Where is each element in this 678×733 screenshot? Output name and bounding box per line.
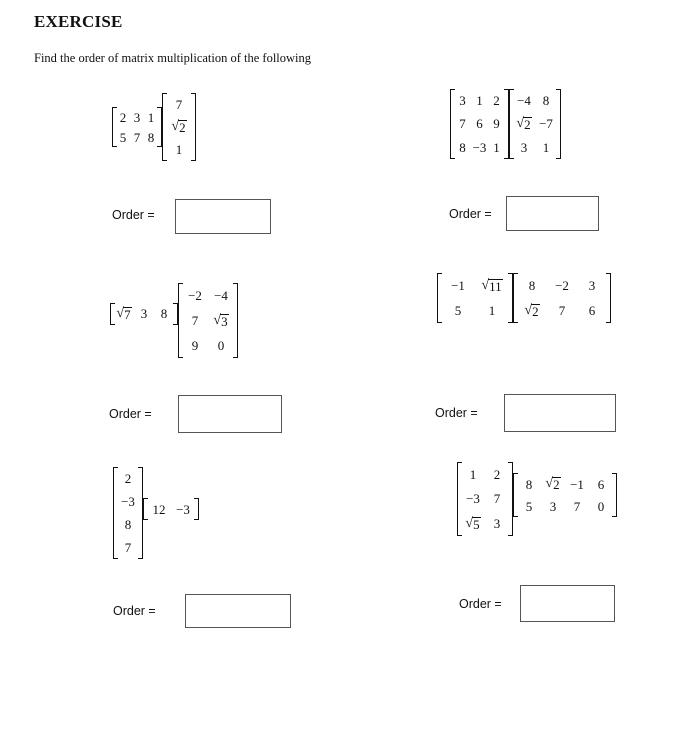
matrix-cell: √ 2: [524, 302, 539, 319]
matrix-cell: 3: [588, 278, 596, 293]
matrix-cell: 6: [597, 476, 605, 492]
problem-3-answer-box[interactable]: [178, 395, 282, 433]
matrix-cell: 9: [191, 338, 199, 353]
exercise-heading: EXERCISE: [34, 12, 123, 31]
problem-5-expression: [113, 467, 199, 559]
problem-1-order-label: Order =: [112, 208, 155, 222]
problem-4-answer-box[interactable]: [504, 394, 616, 432]
matrix-left: [113, 467, 143, 559]
matrix-left: [110, 303, 178, 325]
matrix-cell: 7: [493, 491, 501, 507]
instruction-text: Find the order of matrix multiplication of the following: [34, 51, 312, 65]
matrix-left: [437, 273, 513, 323]
matrix-cell: 1: [476, 93, 483, 109]
matrix-cell: 7: [191, 313, 199, 328]
matrix-cell: −1: [451, 278, 465, 293]
matrix-cell: 3: [493, 516, 501, 532]
matrix-cell: −3: [466, 491, 480, 507]
matrix-left: [450, 89, 509, 159]
matrix-cell: 9: [493, 116, 500, 132]
problem-4-order-label: Order =: [435, 406, 478, 420]
matrix-cell: −3: [472, 139, 487, 155]
matrix-cell: √ 2: [545, 476, 560, 493]
matrix-cell: 1: [175, 142, 183, 158]
matrix-cell: 1: [469, 466, 477, 482]
matrix-cell: −3: [176, 501, 190, 517]
matrix-cell: 5: [119, 129, 127, 145]
matrix-cell: 8: [147, 129, 155, 145]
problem-2-expression: [450, 89, 561, 159]
matrix-cell: 8: [525, 476, 533, 492]
problem-1-answer-box[interactable]: [175, 199, 271, 234]
matrix-cell: 7: [133, 129, 141, 145]
matrix-cell: −2: [188, 288, 202, 303]
problem-3-expression: [110, 283, 238, 358]
matrix-cell: 8: [160, 306, 168, 321]
problem-2-order-label: Order =: [449, 207, 492, 221]
matrix-cell: 7: [459, 116, 466, 132]
problem-1-expression: [112, 93, 196, 161]
matrix-left: [457, 462, 513, 536]
matrix-cell: 7: [124, 540, 132, 555]
matrix-cell: 2: [119, 109, 127, 125]
problem-2-answer-box[interactable]: [506, 196, 599, 231]
matrix-right: [513, 273, 611, 323]
matrix-cell: 1: [147, 109, 155, 125]
matrix-right: [143, 498, 199, 520]
matrix-cell: 2: [493, 93, 500, 109]
matrix-cell: √ 11: [481, 277, 502, 294]
matrix-cell: 8: [528, 278, 536, 293]
matrix-cell: 3: [133, 109, 141, 125]
matrix-cell: 1: [542, 139, 550, 155]
matrix-right: [178, 283, 238, 358]
matrix-right: [509, 89, 561, 159]
matrix-right: [513, 473, 617, 517]
matrix-cell: 3: [140, 306, 148, 321]
matrix-cell: 8: [459, 139, 466, 155]
problem-6-order-label: Order =: [459, 597, 502, 611]
matrix-cell: 12: [152, 501, 166, 517]
matrix-cell: −3: [121, 494, 135, 509]
matrix-cell: 6: [588, 303, 596, 318]
matrix-cell: 8: [124, 517, 132, 532]
matrix-cell: −7: [539, 116, 553, 132]
problem-6-expression: [457, 462, 617, 536]
matrix-left: [112, 107, 162, 147]
matrix-cell: √ 3: [213, 312, 228, 329]
matrix-cell: −4: [214, 288, 228, 303]
matrix-cell: 3: [549, 498, 557, 514]
matrix-cell: 0: [217, 338, 225, 353]
matrix-cell: 7: [573, 498, 581, 514]
problem-3-order-label: Order =: [109, 407, 152, 421]
matrix-cell: 2: [493, 466, 501, 482]
matrix-cell: 6: [476, 116, 483, 132]
matrix-cell: 3: [459, 93, 466, 109]
matrix-cell: 3: [520, 139, 528, 155]
matrix-cell: −1: [570, 476, 584, 492]
problem-4-expression: [437, 273, 611, 323]
matrix-cell: −2: [555, 278, 569, 293]
matrix-cell: 5: [525, 498, 533, 514]
matrix-cell: −4: [517, 93, 531, 109]
matrix-cell: √ 7: [116, 305, 131, 322]
problem-5-order-label: Order =: [113, 604, 156, 618]
matrix-cell: √ 2: [516, 116, 531, 133]
matrix-cell: 0: [597, 498, 605, 514]
matrix-cell: 7: [558, 303, 566, 318]
matrix-right: [162, 93, 196, 161]
matrix-cell: 5: [454, 303, 462, 318]
matrix-cell: 2: [124, 471, 132, 486]
matrix-cell: 7: [175, 96, 183, 112]
problem-5-answer-box[interactable]: [185, 594, 291, 628]
matrix-cell: √ 5: [465, 515, 480, 532]
matrix-cell: √ 2: [171, 119, 186, 136]
matrix-cell: 8: [542, 93, 550, 109]
matrix-cell: 1: [493, 139, 500, 155]
problem-6-answer-box[interactable]: [520, 585, 615, 622]
matrix-cell: 1: [488, 303, 496, 318]
